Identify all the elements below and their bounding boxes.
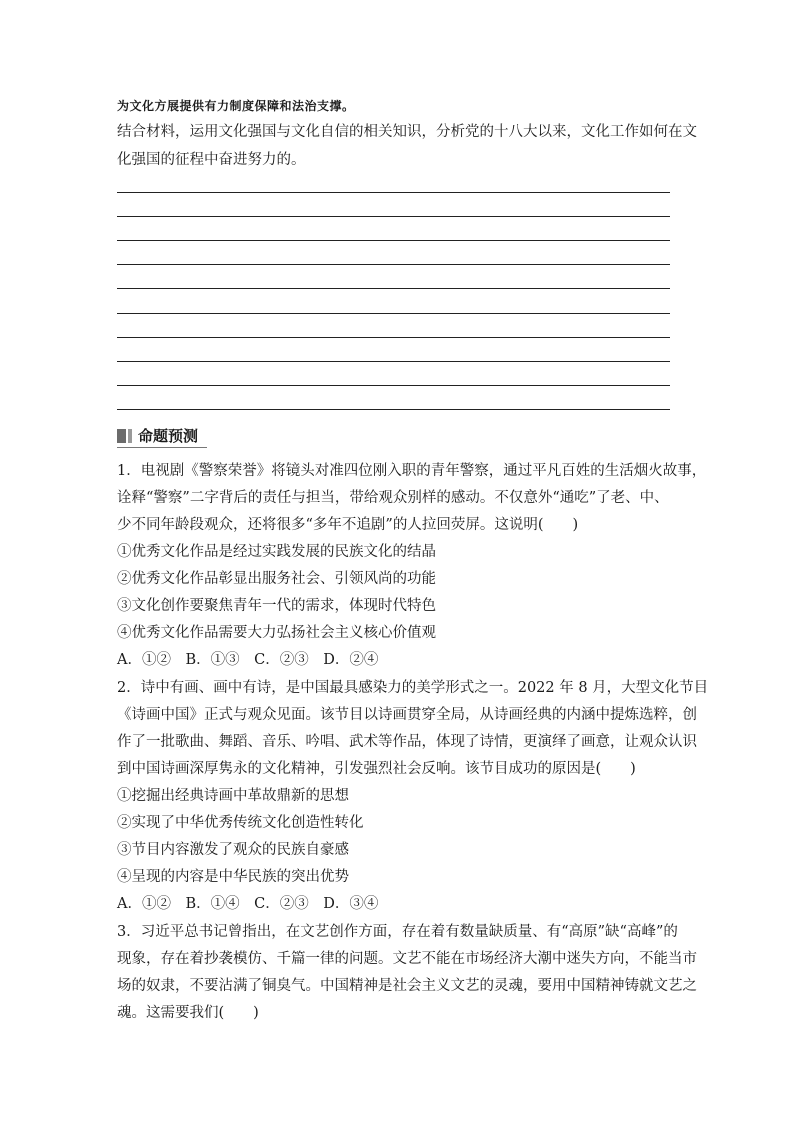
material-tail-text: 为文化方展提供有力制度保障和法治支撑。: [117, 99, 355, 113]
q2-statement: ③节目内容激发了观众的民族自豪感: [117, 842, 349, 858]
answer-line[interactable]: [117, 216, 670, 217]
q1-stem-line: 诠释“警察”二字背后的责任与担当，带给观众别样的感动。不仅意外“通吃”了老、中、: [117, 490, 669, 506]
section-marker-icon: [128, 429, 132, 443]
section-header: [117, 425, 198, 447]
section-title: 命题预测: [138, 427, 199, 445]
q2-statement: ①挖掘出经典诗画中革故鼎新的思想: [117, 788, 349, 804]
q2-options: A．①② B．①④ C．②③ D．③④: [117, 896, 379, 912]
answer-line[interactable]: [117, 264, 670, 265]
section-underline: [117, 447, 207, 448]
q1-options: A．①② B．①③ C．②③ D．②④: [117, 652, 379, 668]
q3-stem-line: 场的奴隶，不要沾满了铜臭气。中国精神是社会主义文艺的灵魂，要用中国精神铸就文艺之: [117, 978, 697, 994]
q1-statement: ①优秀文化作品是经过实践发展的民族文化的结晶: [117, 544, 436, 560]
q2-stem-line: 《诗画中国》正式与观众见面。该节目以诗画贯穿全局，从诗画经典的内涵中提炼选粹，创: [117, 707, 697, 723]
answer-line[interactable]: [117, 385, 670, 386]
answer-line[interactable]: [117, 288, 670, 289]
answer-line[interactable]: [117, 409, 670, 410]
q2-statement: ②实现了中华优秀传统文化创造性转化: [117, 815, 364, 831]
q3-stem-line: 魂。这需要我们( ): [117, 1005, 259, 1021]
q1-stem-line: 1．电视剧《警察荣誉》将镜头对准四位刚入职的青年警察，通过平凡百姓的生活烟火故事，: [117, 463, 707, 479]
q2-statement: ④呈现的内容是中华民族的突出优势: [117, 869, 349, 885]
q2-stem-line: 到中国诗画深厚隽永的文化精神，引发强烈社会反响。该节目成功的原因是( ): [117, 761, 636, 777]
answer-line[interactable]: [117, 240, 670, 241]
q1-stem-line: 少不同年龄段观众，还将很多“多年不追剧”的人拉回荧屏。这说明( ): [117, 517, 579, 533]
q1-statement: ③文化创作要聚焦青年一代的需求，体现时代特色: [117, 598, 436, 614]
q3-stem-line: 3．习近平总书记曾指出，在文艺创作方面，存在着有数量缺质量、有“高原”缺“高峰”的: [117, 924, 678, 940]
answer-line[interactable]: [117, 337, 670, 338]
section-marker-icon: [117, 429, 126, 443]
answer-line[interactable]: [117, 192, 670, 193]
answer-line[interactable]: [117, 313, 670, 314]
q3-stem-line: 现象，存在着抄袭模仿、千篇一律的问题。文艺不能在市场经济大潮中迷失方向，不能当市: [117, 951, 697, 967]
question-prompt-line-2: 化强国的征程中奋进努力的。: [117, 152, 306, 168]
question-prompt-line-1: 结合材料，运用文化强国与文化自信的相关知识，分析党的十八大以来，文化工作如何在文: [117, 124, 697, 140]
q1-statement: ②优秀文化作品彰显出服务社会、引领风尚的功能: [117, 571, 436, 587]
answer-line[interactable]: [117, 361, 670, 362]
q2-stem-line: 作了一批歌曲、舞蹈、音乐、吟唱、武术等作品，体现了诗情，更演绎了画意，让观众认识: [117, 734, 697, 750]
q2-stem-line: 2．诗中有画、画中有诗，是中国最具感染力的美学形式之一。2022 年 8 月，大型文化节目: [117, 680, 709, 696]
q1-statement: ④优秀文化作品需要大力弘扬社会主义核心价值观: [117, 625, 436, 641]
